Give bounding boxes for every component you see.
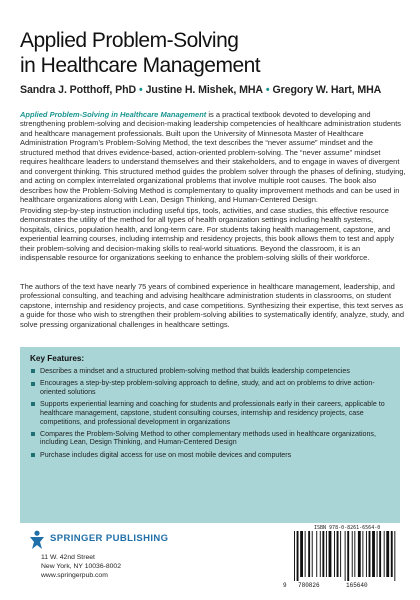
author-separator: • bbox=[265, 84, 270, 96]
square-bullet-icon bbox=[31, 453, 35, 457]
barcode-bar bbox=[372, 531, 375, 577]
author-name: Gregory W. Hart, MHA bbox=[272, 84, 382, 96]
barcode-graphic bbox=[282, 531, 398, 589]
author-name: Sandra J. Potthoff, PhD bbox=[20, 84, 137, 96]
barcode-bar bbox=[391, 531, 393, 577]
barcode-bar bbox=[354, 531, 355, 577]
barcode-bar bbox=[326, 531, 327, 577]
barcode-bar bbox=[329, 531, 332, 577]
barcode-bar bbox=[386, 531, 389, 577]
description-lead-title: Applied Problem-Solving in Healthcare Management bbox=[20, 110, 207, 119]
barcode-bars bbox=[294, 531, 395, 581]
barcode-bar bbox=[340, 531, 341, 577]
square-bullet-icon bbox=[31, 369, 35, 373]
key-feature-item bbox=[30, 379, 392, 396]
book-title-line-1: Applied Problem-Solving bbox=[20, 29, 239, 52]
key-feature-text: Supports experiential learning and coaching for students and professionals early in their careers, applicable to healthcare management, capstone, student consulting courses, internship and residency projects, case competitions, and professional development in organizations bbox=[40, 400, 385, 426]
barcode-bar bbox=[366, 531, 367, 577]
isbn-barcode bbox=[276, 525, 402, 591]
barcode-bar bbox=[334, 531, 335, 577]
publisher-address-line-2: New York, NY 10036-8002 bbox=[41, 563, 121, 570]
barcode-bar bbox=[305, 531, 306, 577]
key-features-heading: Key Features: bbox=[30, 354, 85, 363]
barcode-bar bbox=[358, 531, 361, 577]
barcode-bar bbox=[308, 531, 310, 577]
barcode-bar bbox=[320, 531, 321, 577]
springer-person-logo-icon bbox=[28, 530, 46, 550]
square-bullet-icon bbox=[31, 402, 35, 406]
description-paragraph-1-text: is a practical textbook devoted to developing and strengthening problem-solving and decision-making leadership competencies of healthcare administration students and healthcare management professionals. Built upon the University of Minnesota Master of Healthcare Administration Program’s Problem-Solving Method, the text describes the “never assume” mindset and the structured method that drives evidence-based, action-oriented problem-solving. The “never assume” mindset requires healthcare leaders to understand themselves and their stakeholders, and to engage in waves of divergent and convergent thinking. This structured method guides the problem solver through the phases of defining, studying, and acting on complex interrelated organizational problems that involve multiple root causes. The book also describes how the Problem-Solving Method is complementary to quality improvement methods and can be used in healthcare organizations along with Lean, Design Thinking, and Human-Centered Design. bbox=[20, 110, 406, 205]
key-feature-text: Encourages a step-by-step problem-solving approach to define, study, and act on problems to drive action-oriented solutions bbox=[40, 379, 375, 396]
key-feature-item bbox=[30, 430, 392, 447]
key-feature-text: Compares the Problem-Solving Method to other complementary methods used in healthcare organizations, including Lean, Design Thinking, and Human-Centered Design bbox=[40, 429, 376, 447]
barcode-bar bbox=[379, 531, 381, 577]
key-feature-item bbox=[30, 400, 392, 426]
author-name: Justine H. Mishek, MHA bbox=[145, 84, 263, 96]
book-title-line-2: in Healthcare Management bbox=[20, 54, 261, 77]
barcode-digit-lead: 9 bbox=[283, 582, 287, 589]
key-feature-item bbox=[30, 367, 392, 376]
publisher-block bbox=[28, 528, 218, 588]
square-bullet-icon bbox=[31, 382, 35, 386]
isbn-number: ISBN 978-0-8261-6564-0 bbox=[314, 525, 381, 531]
key-feature-item bbox=[30, 451, 392, 460]
barcode-bar bbox=[322, 531, 324, 577]
key-feature-text: Describes a mindset and a structured problem-solving method that builds leadership competencies bbox=[40, 367, 350, 375]
description-paragraph-2: Providing step-by-step instruction including useful tips, tools, activities, and case studies, this effective resource demonstrates the utility of the method for all types of health organization settings including health systems, hospitals, clinics, population health, and long-term care. For students taking health management, capstone, and experiential learning courses, including internship and residency projects, this book allows them to test and apply their problem-solving and decision-making skills to real-world situations. Beyond the classroom, it is an indispensable resource for organizations seeking to enhance the problem-solving skills of their workforce. bbox=[20, 206, 394, 263]
barcode-bar bbox=[377, 531, 378, 577]
publisher-address-line-1: 11 W. 42nd Street bbox=[41, 554, 95, 561]
publisher-name: SPRINGER PUBLISHING bbox=[50, 533, 169, 544]
barcode-bar bbox=[362, 531, 363, 577]
description-paragraph-3: The authors of the text have nearly 75 years of combined experience in healthcare management, leadership, and professional consulting, and teaching and advising healthcare administration students in classrooms, on student capstone, internship and residency projects, and case competitions. Synthesizing their expertise, this text serves as a guide for those who wish to strengthen their problem-solving abilities to systematically identify, analyze, study, and solve pressing organizational challenges in healthcare settings. bbox=[20, 282, 405, 329]
description-paragraph-1 bbox=[20, 110, 406, 205]
square-bullet-icon bbox=[31, 432, 35, 436]
author-separator: • bbox=[139, 84, 143, 96]
barcode-bar bbox=[312, 531, 313, 577]
barcode-bar bbox=[337, 531, 339, 577]
barcode-bar bbox=[352, 531, 353, 577]
key-feature-text: Purchase includes digital access for use on most mobile devices and computers bbox=[40, 450, 292, 459]
barcode-bar bbox=[345, 531, 346, 581]
barcode-bar bbox=[294, 531, 295, 581]
barcode-bar bbox=[394, 531, 395, 581]
barcode-bar bbox=[369, 531, 371, 577]
barcode-bar bbox=[384, 531, 385, 577]
barcode-bar bbox=[316, 531, 317, 577]
publisher-website: www.springerpub.com bbox=[41, 572, 108, 579]
barcode-bar bbox=[300, 531, 303, 577]
barcode-bar bbox=[347, 531, 349, 581]
author-list bbox=[20, 84, 415, 96]
book-title bbox=[20, 28, 410, 78]
barcode-digits-group-1: 780826 bbox=[298, 582, 320, 589]
barcode-digits-group-2: 165640 bbox=[346, 582, 368, 589]
barcode-bar bbox=[297, 531, 299, 581]
key-features-box bbox=[20, 347, 400, 523]
